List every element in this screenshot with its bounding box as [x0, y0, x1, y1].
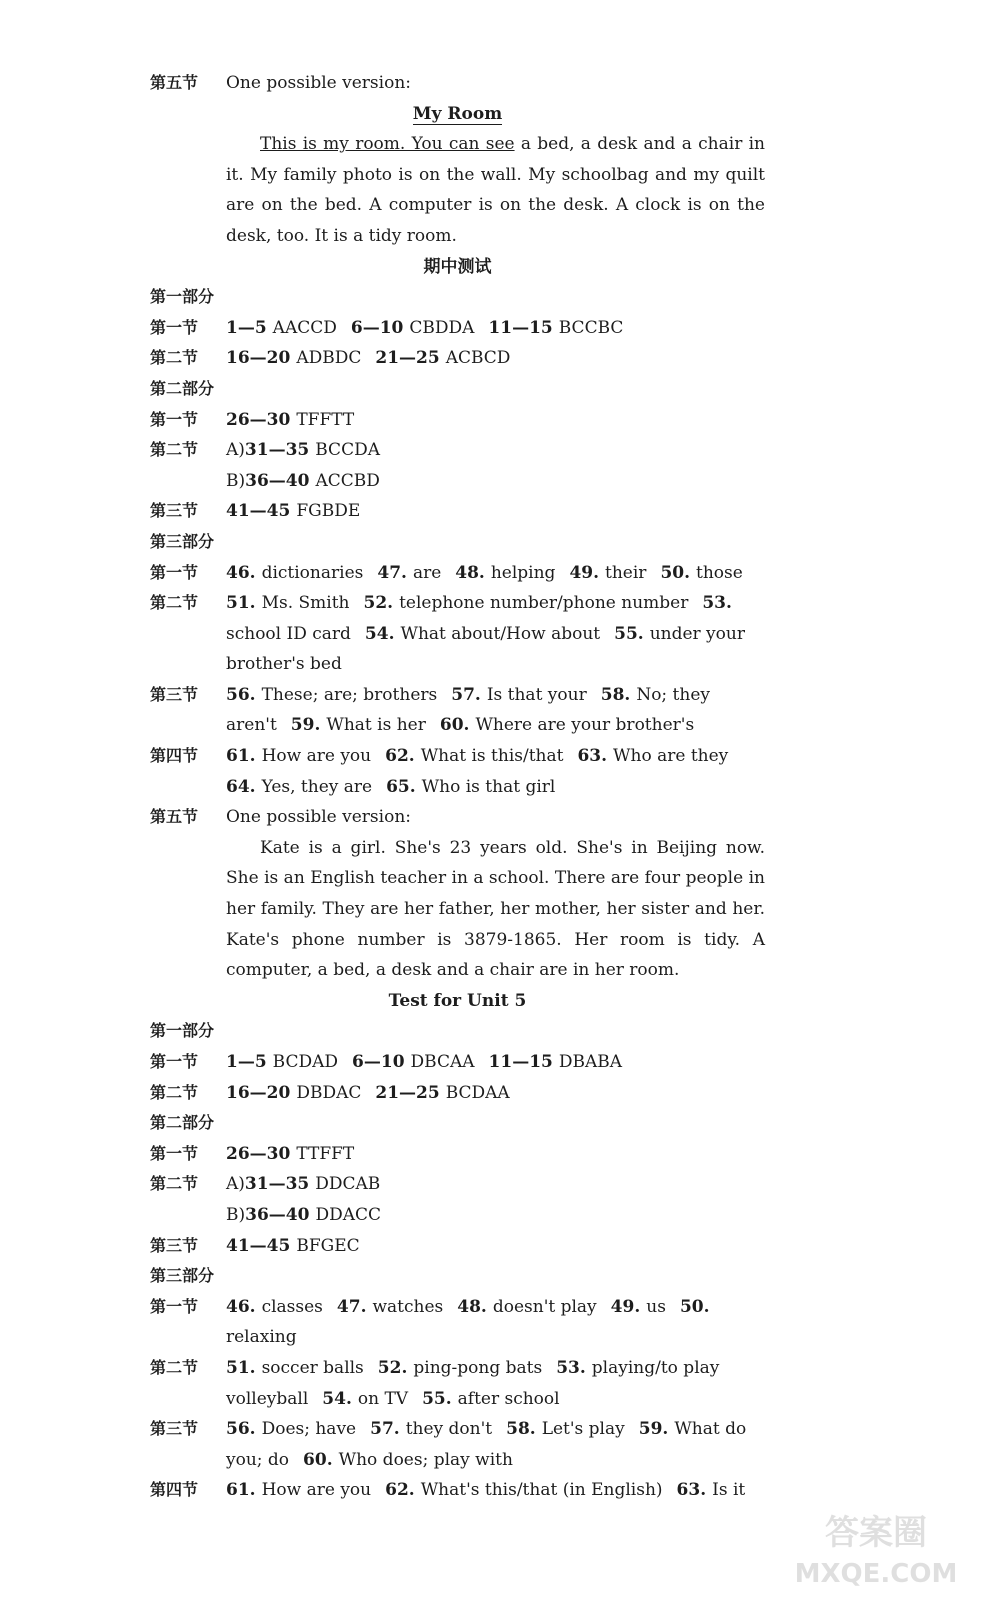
answer-value: How are you — [261, 746, 372, 767]
question-number: 11—15 — [488, 1052, 553, 1072]
question-number: 31—35 — [244, 1174, 310, 1195]
answer-value: FGBDE — [296, 501, 361, 522]
answer-value: DDCAB — [315, 1174, 381, 1195]
question-number: 56. — [226, 684, 256, 705]
answer-content — [226, 313, 765, 344]
answer-item — [385, 1480, 662, 1500]
answer-value: Who does; play with — [338, 1449, 513, 1470]
answer-content — [226, 741, 765, 802]
answer-value: Let's play — [541, 1419, 625, 1440]
question-number: 46. — [226, 1296, 256, 1317]
answer-content — [226, 1200, 765, 1231]
question-number: 48. — [455, 562, 485, 583]
answer-item — [506, 1419, 625, 1439]
answer-item — [569, 563, 646, 583]
question-number: 47. — [377, 562, 407, 583]
question-number: 36—40 — [245, 470, 310, 491]
answer-value: playing/to play volleyball — [226, 1357, 720, 1409]
answer-prefix: A) — [226, 440, 245, 461]
answer-value: BCDAA — [445, 1082, 510, 1103]
part-heading: 第二部分 — [150, 1113, 215, 1133]
essay-text — [226, 129, 765, 251]
answer-row — [150, 435, 765, 466]
answer-value: on TV — [357, 1388, 409, 1409]
answer-item — [245, 1174, 380, 1194]
section-label: 第四节 — [150, 746, 199, 766]
question-number: 60. — [439, 715, 470, 736]
question-number: 61. — [226, 746, 256, 767]
question-number: 50. — [679, 1296, 710, 1317]
answer-item — [245, 471, 380, 491]
answer-value: doesn't play — [492, 1296, 597, 1317]
part-heading: 第二部分 — [150, 378, 215, 398]
question-number: 16—20 — [226, 348, 291, 369]
answer-row — [150, 1078, 765, 1109]
answer-value: ping-pong bats — [413, 1357, 543, 1378]
question-number: 59. — [638, 1419, 669, 1440]
answer-value: These; are; brothers — [261, 684, 438, 705]
answer-content — [226, 496, 765, 527]
answer-value: AACCD — [272, 317, 337, 338]
answer-item — [226, 1358, 364, 1378]
answer-text: One possible version: — [226, 807, 411, 828]
question-number: 47. — [336, 1296, 367, 1317]
answer-value: telephone number/phone number — [399, 593, 689, 614]
answer-value: How are you — [261, 1480, 372, 1501]
answer-content — [226, 802, 765, 833]
answer-item — [489, 1052, 623, 1072]
section-label: 第一节 — [150, 1143, 199, 1163]
answer-row — [150, 802, 765, 833]
answer-item — [378, 1358, 542, 1378]
answer-item — [245, 440, 380, 460]
answer-item — [226, 348, 361, 368]
part-heading: 第一部分 — [150, 1021, 215, 1041]
question-number: 53. — [702, 593, 732, 614]
answer-item — [291, 715, 426, 735]
answer-value: their — [605, 562, 647, 583]
answer-value: classes — [261, 1296, 323, 1317]
answer-value: What about/How about — [400, 623, 601, 644]
answer-value: are — [412, 562, 442, 583]
section-label: 第三节 — [150, 1419, 199, 1439]
answer-value: What is her — [326, 715, 426, 736]
answer-value: DBABA — [558, 1052, 623, 1072]
answer-item — [226, 410, 354, 430]
question-number: 1—5 — [226, 1052, 267, 1072]
question-number: 56. — [226, 1419, 256, 1440]
answer-item — [337, 1297, 443, 1317]
answer-item — [226, 1297, 323, 1317]
answer-value: TTFFT — [296, 1143, 355, 1164]
section-label: 第二节 — [150, 1357, 199, 1377]
answer-item — [322, 1389, 408, 1409]
section-label: 第一节 — [150, 409, 199, 429]
question-number: 59. — [290, 715, 321, 736]
answer-value: DBCAA — [410, 1052, 475, 1072]
answer-item — [440, 715, 694, 735]
answer-content — [226, 435, 765, 466]
answer-item — [226, 593, 350, 613]
section-title — [150, 99, 765, 130]
answer-value: they don't — [405, 1419, 493, 1440]
answer-prefix: A) — [226, 1174, 245, 1195]
section-label: 第三节 — [150, 501, 199, 521]
answer-item — [226, 318, 337, 338]
section-label: 第一节 — [150, 562, 199, 582]
answer-row — [150, 680, 765, 741]
watermark-top: 答案圈 — [825, 1513, 927, 1553]
section-label: 第二节 — [150, 593, 199, 613]
answer-value: What's this/that (in English) — [420, 1480, 663, 1501]
answer-value: helping — [490, 562, 556, 583]
answer-content — [226, 405, 765, 436]
answer-item — [226, 501, 360, 521]
answer-item — [351, 318, 475, 338]
question-number: 64. — [226, 776, 256, 797]
question-number: 65. — [386, 776, 416, 797]
answer-value: Does; have — [261, 1419, 357, 1440]
answer-content — [226, 1139, 765, 1170]
question-number: 26—30 — [226, 1143, 291, 1164]
answer-content — [226, 1169, 765, 1200]
answer-item — [455, 563, 555, 583]
answer-value: those — [696, 562, 743, 583]
question-number: 11—15 — [488, 317, 553, 338]
question-number: 54. — [364, 623, 395, 644]
answer-key-page — [150, 68, 765, 1506]
answer-value: What is this/that — [420, 746, 564, 767]
question-number: 49. — [610, 1296, 641, 1317]
answer-row — [150, 1047, 765, 1078]
answer-item — [577, 746, 728, 766]
answer-value: ACCBD — [315, 470, 380, 491]
answer-item — [385, 746, 563, 766]
section-label: 第三节 — [150, 1235, 199, 1255]
answer-row — [150, 466, 765, 497]
answer-content — [226, 343, 765, 374]
answer-content — [226, 1475, 765, 1506]
answer-item — [457, 1297, 596, 1317]
question-number: 55. — [422, 1388, 452, 1409]
question-number: 63. — [676, 1480, 707, 1501]
answer-item — [375, 1083, 509, 1103]
answer-value: under your brother's bed — [226, 623, 745, 675]
answer-item — [226, 1083, 361, 1103]
section-title-text: Test for Unit 5 — [388, 990, 527, 1011]
answer-item — [226, 1236, 360, 1256]
answer-value: school ID card — [226, 623, 351, 644]
answer-row — [150, 343, 765, 374]
question-number: 53. — [556, 1357, 586, 1378]
question-number: 6—10 — [352, 1052, 405, 1072]
answer-row — [150, 588, 765, 680]
answer-value: No; they aren't — [226, 684, 710, 736]
answer-row — [150, 741, 765, 802]
answer-item — [370, 1419, 492, 1439]
question-number: 36—40 — [245, 1204, 310, 1225]
answer-content — [226, 466, 765, 497]
answer-value: BCCBC — [558, 317, 624, 338]
answer-value: Is that your — [486, 684, 587, 705]
essay-paragraph: Kate is a girl. She's 23 years old. She's in Beijing now. She is an English teacher in a school. There are four people in her family. They are her father, her mother, her sister and her. Kate's phone number is 3879-1865. Her room is tidy. A computer, a bed, a desk and a chair are in her room. — [226, 837, 765, 981]
answer-content — [226, 1231, 765, 1262]
answer-content — [226, 68, 765, 99]
answer-item — [226, 777, 372, 797]
answer-value: What do you; do — [226, 1419, 747, 1470]
answer-row — [150, 558, 765, 589]
question-number: 1—5 — [226, 317, 267, 338]
answer-item — [226, 1480, 371, 1500]
answer-value: DBDAC — [296, 1082, 362, 1103]
section-label: 第一节 — [150, 1296, 199, 1316]
answer-prefix: B) — [226, 1204, 246, 1225]
answer-value: Who is that girl — [421, 776, 556, 797]
section-label: 第一节 — [150, 1052, 199, 1071]
answer-row — [150, 1139, 765, 1170]
question-number: 41—45 — [226, 501, 291, 522]
answer-item — [451, 685, 587, 705]
answer-content — [226, 588, 765, 680]
section-label: 第三节 — [150, 684, 199, 704]
answer-item — [677, 1480, 746, 1500]
answer-item — [375, 348, 510, 368]
question-number: 57. — [370, 1419, 400, 1440]
answer-row — [150, 1231, 765, 1262]
section-label: 第一节 — [150, 317, 199, 337]
answer-content — [226, 1292, 765, 1353]
answer-row — [150, 1200, 765, 1231]
answer-value: BCDAD — [272, 1052, 339, 1072]
question-number: 60. — [303, 1449, 333, 1470]
answer-row — [150, 1292, 765, 1353]
question-number: 61. — [226, 1480, 256, 1501]
answer-value: relaxing — [226, 1327, 297, 1348]
question-number: 26—30 — [226, 409, 291, 430]
essay-text — [226, 833, 765, 986]
answer-value: Yes, they are — [261, 776, 373, 797]
answer-row — [150, 405, 765, 436]
answer-value: TFFTT — [296, 409, 355, 430]
part-heading: 第三部分 — [150, 531, 215, 551]
answer-item — [245, 1205, 381, 1225]
question-number: 52. — [363, 593, 394, 614]
section-label: 第二节 — [150, 1082, 199, 1102]
answer-item — [377, 563, 441, 583]
answer-prefix: B) — [226, 470, 246, 491]
answer-row — [150, 1475, 765, 1506]
section-title — [150, 252, 765, 283]
answer-item — [352, 1052, 475, 1072]
answer-value: DDACC — [315, 1204, 382, 1225]
answer-item — [422, 1389, 560, 1409]
answer-value: Is it — [712, 1480, 746, 1501]
question-number: 21—25 — [375, 348, 440, 369]
answer-content — [226, 680, 765, 741]
part-heading: 第一部分 — [150, 287, 215, 307]
question-number: 51. — [226, 1357, 256, 1378]
question-number: 21—25 — [375, 1082, 440, 1103]
section-label: 第二节 — [150, 440, 199, 460]
watermark-logo — [776, 1502, 976, 1592]
answer-value: after school — [457, 1388, 560, 1409]
answer-item — [364, 593, 689, 613]
question-number: 31—35 — [244, 440, 310, 461]
question-number: 50. — [660, 562, 691, 583]
answer-item — [660, 563, 742, 583]
question-number: 54. — [322, 1388, 352, 1409]
answer-value: Where are your brother's — [475, 715, 695, 736]
answer-value: watches — [372, 1296, 444, 1317]
answer-item — [226, 685, 437, 705]
question-number: 57. — [451, 684, 481, 705]
section-label: 第二节 — [150, 348, 199, 368]
answer-value: ACBCD — [445, 348, 511, 369]
question-number: 41—45 — [226, 1235, 291, 1256]
question-number: 6—10 — [350, 317, 404, 338]
answer-value: Ms. Smith — [261, 593, 350, 614]
answer-item — [226, 563, 363, 583]
answer-item — [386, 777, 555, 797]
section-label: 第二节 — [150, 1174, 199, 1194]
question-number: 58. — [506, 1419, 536, 1440]
essay-underlined-start: This is my room. You can see — [260, 134, 515, 155]
answer-row — [150, 1414, 765, 1475]
question-number: 63. — [577, 746, 608, 767]
question-number: 16—20 — [226, 1082, 291, 1103]
answer-item — [365, 624, 600, 644]
section-label: 第五节 — [150, 73, 199, 92]
answer-value: CBDDA — [409, 317, 475, 338]
answer-value: dictionaries — [261, 562, 364, 583]
watermark-bottom: MXQE.COM — [794, 1559, 958, 1589]
question-number: 62. — [385, 746, 415, 767]
answer-row — [150, 1353, 765, 1414]
essay-paragraph — [226, 129, 765, 251]
answer-value: BCCDA — [315, 440, 380, 461]
answer-item — [226, 746, 371, 766]
answer-item — [226, 1052, 338, 1072]
answer-content — [226, 1353, 765, 1414]
answer-value: BFGEC — [296, 1235, 360, 1256]
answer-item — [226, 1144, 354, 1164]
question-number: 58. — [600, 684, 631, 705]
question-number: 46. — [226, 562, 256, 583]
answer-text: One possible version: — [226, 73, 411, 93]
section-label: 第五节 — [150, 807, 199, 827]
question-number: 52. — [377, 1357, 408, 1378]
answer-item — [226, 1419, 356, 1439]
answer-content — [226, 1414, 765, 1475]
question-number: 62. — [385, 1480, 415, 1501]
section-title-text: 期中测试 — [423, 256, 492, 277]
answer-item — [303, 1450, 513, 1470]
answer-content — [226, 1078, 765, 1109]
answer-item — [488, 318, 623, 338]
section-label: 第四节 — [150, 1480, 199, 1500]
answer-value: soccer balls — [261, 1357, 364, 1378]
question-number: 49. — [569, 562, 600, 583]
question-number: 55. — [614, 623, 644, 644]
question-number: 48. — [457, 1296, 487, 1317]
answer-value: ADBDC — [296, 348, 362, 369]
answer-item — [611, 1297, 666, 1317]
answer-row — [150, 313, 765, 344]
answer-row — [150, 68, 765, 99]
section-title — [150, 986, 765, 1017]
question-number: 51. — [226, 593, 256, 614]
answer-content — [226, 558, 765, 589]
answer-value: us — [646, 1296, 666, 1317]
answer-content — [226, 1047, 765, 1078]
essay-rest: a bed, a desk and a chair in it. My family photo is on the wall. My schoolbag and my quilt are on the bed. A computer is on the desk. A clock is on the desk, too. It is a tidy room. — [226, 134, 765, 246]
answer-row — [150, 1169, 765, 1200]
answer-row — [150, 496, 765, 527]
part-heading: 第三部分 — [150, 1266, 215, 1286]
section-title-text: My Room — [412, 103, 503, 124]
answer-value: Who are they — [613, 746, 729, 767]
